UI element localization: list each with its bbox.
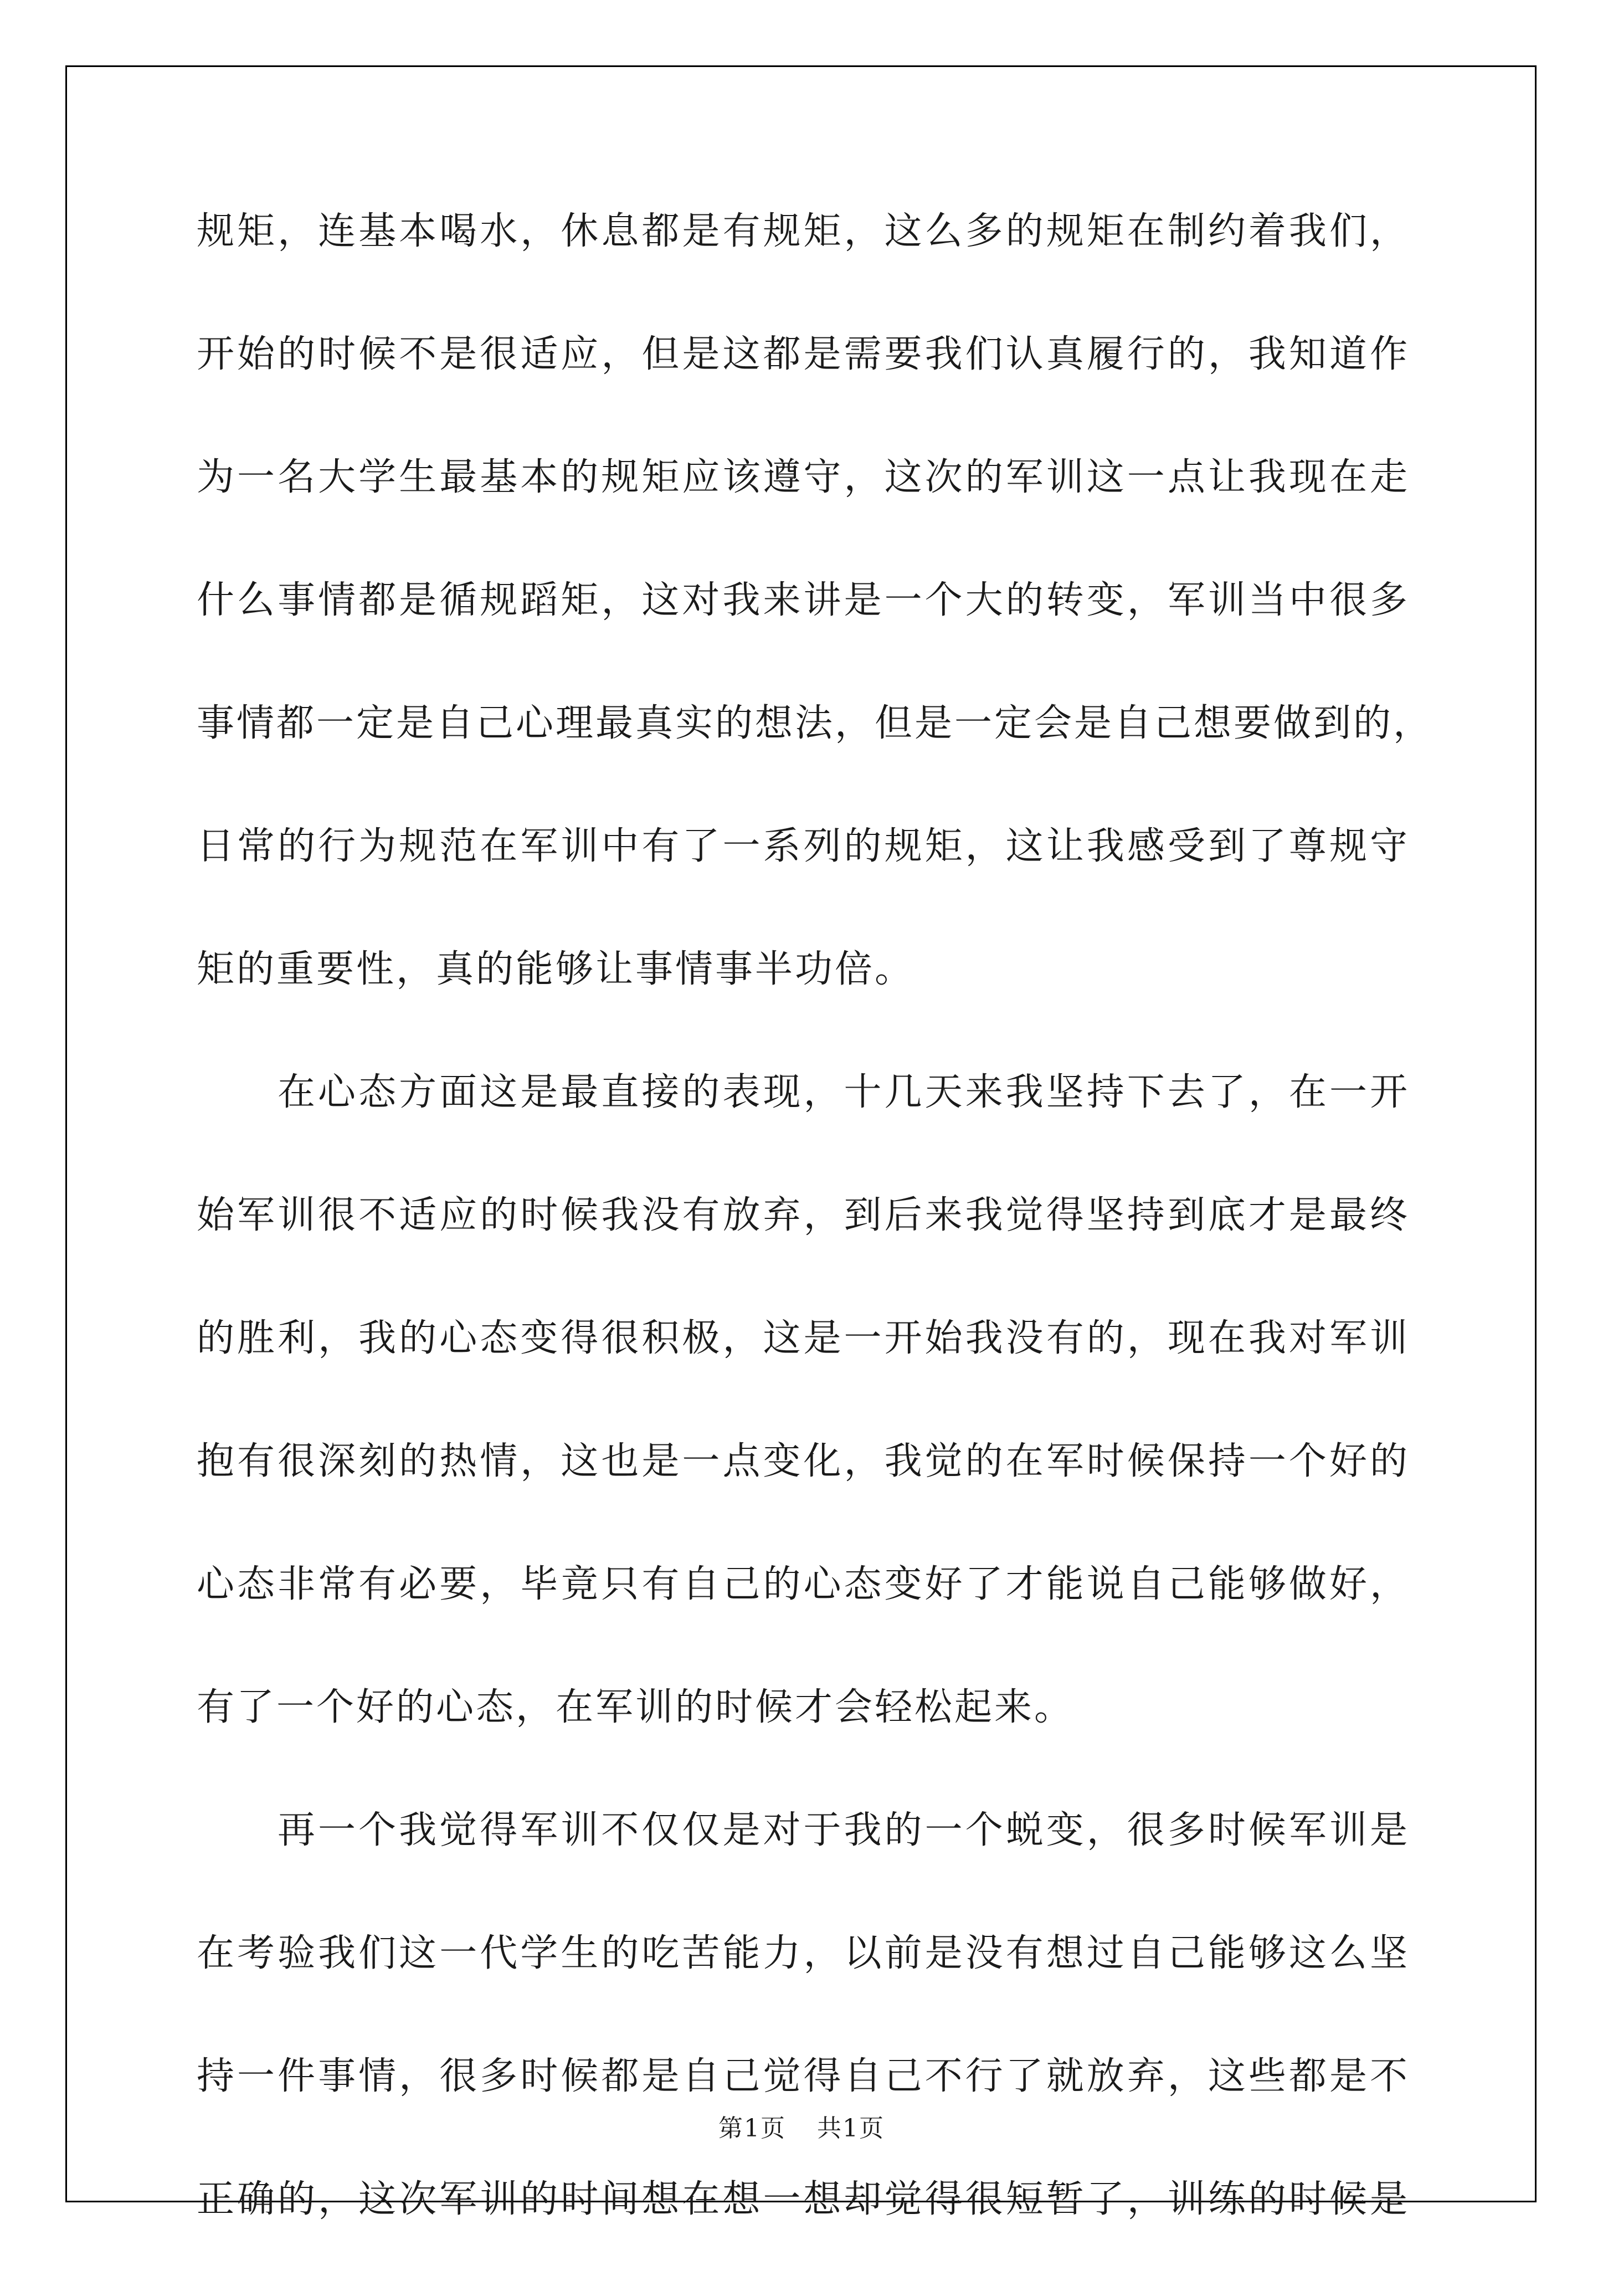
text-line: 再一个我觉得军训不仅仅是对于我的一个蜕变，很多时候军训是 xyxy=(278,1808,1410,1852)
text-line: 规矩，连基本喝水，休息都是有规矩，这么多的规矩在制约着我们， xyxy=(197,209,1410,253)
text-line: 什么事情都是循规蹈矩，这对我来讲是一个大的转变，军训当中很多 xyxy=(197,578,1410,622)
text-line: 在心态方面这是最直接的表现，十几天来我坚持下去了，在一开 xyxy=(278,1070,1410,1114)
text-line: 抱有很深刻的热情，这也是一点变化，我觉的在军时候保持一个好的 xyxy=(197,1439,1410,1483)
text-line: 心态非常有必要，毕竟只有自己的心态变好了才能说自己能够做好， xyxy=(197,1562,1410,1606)
text-line: 始军训很不适应的时候我没有放弃，到后来我觉得坚持到底才是最终 xyxy=(197,1193,1410,1237)
text-line: 为一名大学生最基本的规矩应该遵守，这次的军训这一点让我现在走 xyxy=(197,455,1410,499)
text-line: 持一件事情，很多时候都是自己觉得自己不行了就放弃，这些都是不 xyxy=(197,2054,1410,2098)
page-footer xyxy=(0,2108,1603,2144)
text-line: 正确的，这次军训的时间想在想一想却觉得很短暂了，训练的时候是 xyxy=(197,2177,1410,2221)
text-line: 事情都一定是自己心理最真实的想法，但是一定会是自己想要做到的， xyxy=(197,701,1434,745)
text-line: 矩的重要性，真的能够让事情事半功倍。 xyxy=(197,947,915,991)
text-line: 的胜利，我的心态变得很积极，这是一开始我没有的，现在我对军训 xyxy=(197,1316,1410,1360)
text-line: 开始的时候不是很适应，但是这都是需要我们认真履行的，我知道作 xyxy=(197,332,1410,376)
text-line: 有了一个好的心态，在军训的时候才会轻松起来。 xyxy=(197,1685,1075,1729)
text-line: 日常的行为规范在军训中有了一系列的规矩，这让我感受到了尊规守 xyxy=(197,824,1410,868)
text-line: 在考验我们这一代学生的吃苦能力，以前是没有想过自己能够这么坚 xyxy=(197,1931,1410,1975)
document-body xyxy=(197,205,1434,2296)
page-number: 第1页 xyxy=(718,2114,786,2143)
page-total: 共1页 xyxy=(817,2114,885,2143)
